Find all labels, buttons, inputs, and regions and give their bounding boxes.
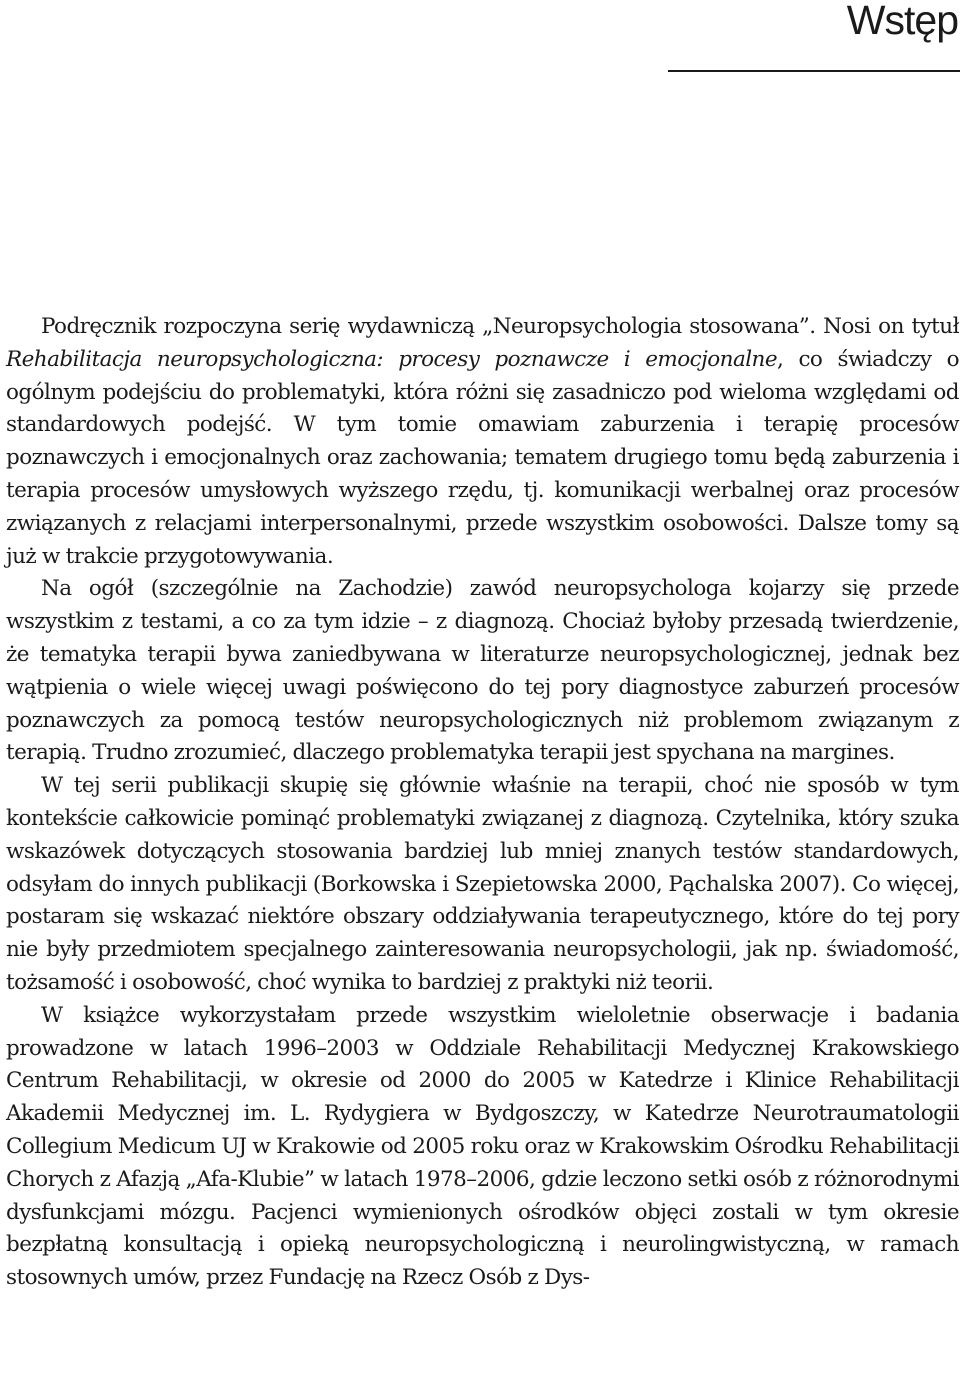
paragraph-text: W książce wykorzystałam przede wszystkim wieloletnie obserwacje i badania prowadzone w latach 1996–2003 w Oddziale Rehabilitacji Medycznej Krakowskiego Centrum Rehabilitacji, w okresie od 2000 do 2005 w Katedrze i Klinice Rehabilitacji Akademii Medycznej im. L. Rydygiera w Bydgoszczy, w Katedrze Neurotraumatologii Collegium Medicum UJ w Krakowie od 2005 roku oraz w Krakowskim Ośrodku Rehabilitacji Chorych z Afazją „Afa-Klubie” w latach 1978–2006, gdzie leczono setki osób z różnorodnymi dysfunkcjami mózgu. Pacjenci wymienionych ośrodków objęci zostali w tym okresie bezpłatną konsultacją i opieką neuropsychologiczną i neurolingwistyczną, w ramach stosownych umów, przez Fundację na Rzecz Osób z Dys-	[6, 1002, 959, 1291]
chapter-title: Wstęp	[846, 0, 958, 43]
paragraph-text: Podręcznik rozpoczyna serię wydawniczą „Neuropsychologia stosowana”. Nosi on tytuł	[41, 314, 959, 339]
book-title-italic: Rehabilitacja neuropsychologiczna: procesy poznawcze i emocjonalne	[6, 346, 778, 372]
paragraph	[6, 311, 959, 573]
body-text	[6, 311, 959, 1295]
paragraph-text: Na ogół (szczególnie na Zachodzie) zawód neuropsychologa kojarzy się przede wszystkim z testami, a co za tym idzie – z diagnozą. Chociaż byłoby przesadą twierdzenie, że tematyka terapii bywa zaniedbywana w literaturze neuropsychologicznej, jednak bez wątpienia o wiele więcej uwagi poświęcono do tej pory diagnostyce zaburzeń procesów poznawczych za pomocą testów neuropsychologicznych niż problemom związanym z terapią. Trudno zrozumieć, dlaczego problematyka terapii jest spychana na margines.	[6, 576, 959, 766]
paragraph	[6, 770, 959, 1000]
paragraph	[6, 1000, 959, 1295]
paragraph-text: , co świadczy o ogólnym podejściu do problematyki, która różni się zasadniczo pod wieloma względami od standardowych podejść. W tym tomie omawiam zaburzenia i terapię procesów poznawczych i emocjonalnych oraz zachowania; tematem drugiego tomu będą zaburzenia i terapia procesów umysłowych wyższego rzędu, tj. komunikacji werbalnej oraz procesów związanych z relacjami interpersonalnymi, przede wszystkim osobowości. Dalsze tomy są już w trakcie przygotowywania.	[6, 346, 959, 569]
title-rule	[668, 70, 960, 72]
paragraph-text: W tej serii publikacji skupię się głównie właśnie na terapii, choć nie sposób w tym kontekście całkowicie pominąć problematyki związanej z diagnozą. Czytelnika, który szuka wskazówek dotyczących stosowania bardziej lub mniej znanych testów standardowych, odsyłam do innych publikacji (Borkowska i Szepietowska 2000, Pąchalska 2007). Co więcej, postaram się wskazać niektóre obszary oddziaływania terapeutycznego, które do tej pory nie były przedmiotem specjalnego zainteresowania neuropsychologii, jak np. świadomość, tożsamość i osobowość, choć wynika to bardziej z praktyki niż teorii.	[6, 773, 959, 995]
paragraph	[6, 573, 959, 770]
